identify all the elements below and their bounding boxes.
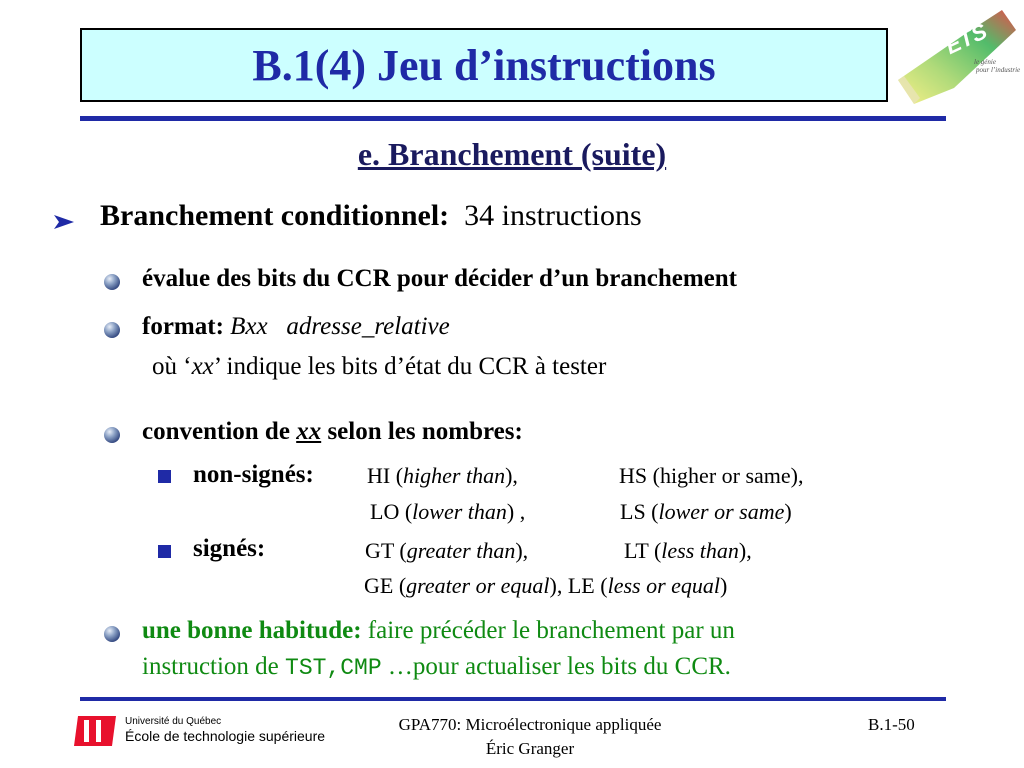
branchement-count: 34 instructions	[464, 199, 642, 232]
format-label: format:	[142, 313, 224, 340]
logo-wordmark: ETS	[941, 18, 991, 60]
signes-label: signés:	[193, 535, 266, 562]
ge-pre: GE (	[364, 573, 407, 598]
ls-post: )	[784, 499, 792, 524]
ge-post: ), LE (	[549, 573, 608, 598]
gt-entry	[365, 538, 528, 564]
header-divider	[80, 116, 946, 121]
title-box	[80, 28, 888, 102]
ou-post: ’ indique les bits d’état du CCR à tester	[213, 353, 607, 380]
ge-le-entry	[364, 573, 727, 599]
le-post: )	[720, 573, 728, 598]
arrow-bullet-icon	[52, 212, 76, 232]
bullet-convention	[142, 418, 523, 446]
bullet-branchement	[100, 199, 642, 233]
habitude-line-2	[142, 653, 731, 681]
lt-post: ),	[738, 538, 752, 563]
nonsignes-label: non-signés:	[193, 461, 314, 488]
format-syntax: Bxx adresse_relative	[230, 313, 450, 340]
uq-logo	[72, 714, 118, 748]
convention-xx: xx	[296, 418, 322, 445]
convention-post: selon les nombres:	[321, 418, 523, 445]
square-bullet-icon	[158, 545, 171, 558]
footer-divider	[80, 697, 946, 701]
lt-pre: LT (	[624, 538, 662, 563]
bullet-evalue: évalue des bits du CCR pour décider d’un branchement	[142, 265, 737, 292]
format-explanation	[152, 353, 606, 381]
habitude2-code: TST,CMP	[285, 655, 382, 681]
habitude2-pre: instruction de	[142, 653, 286, 680]
footer-page-number: B.1-50	[868, 715, 915, 734]
footer-author: Éric Granger	[485, 739, 575, 758]
logo-tagline-1: le génie	[974, 58, 996, 66]
footer-school: École de technologie supérieure	[125, 728, 326, 744]
ou-pre: où ‘	[152, 353, 192, 380]
circle-bullet-icon	[104, 427, 120, 443]
ge-it: greater or equal	[406, 573, 550, 598]
circle-bullet-icon	[104, 322, 120, 338]
lt-entry	[624, 538, 752, 564]
page-title: B.1(4) Jeu d’instructions	[252, 40, 716, 90]
lo-pre: LO (	[370, 499, 413, 524]
lo-it: lower than	[412, 499, 507, 524]
lo-post: ) ,	[506, 499, 526, 524]
habitude-label: une bonne habitude:	[142, 617, 362, 644]
logo-tagline-2: pour l’industrie	[976, 66, 1020, 74]
section-subtitle: e. Branchement (suite)	[357, 136, 667, 172]
lt-it: less than	[661, 538, 739, 563]
ls-pre: LS (	[620, 499, 659, 524]
branchement-label: Branchement conditionnel:	[100, 199, 450, 232]
footer-university: Université du Québec	[125, 716, 222, 727]
circle-bullet-icon	[104, 626, 120, 642]
bullet-format	[142, 313, 450, 341]
convention-pre: convention de	[142, 418, 297, 445]
habitude-text: faire précéder le branchement par un	[361, 617, 735, 644]
ou-xx: xx	[191, 353, 214, 380]
le-it: less or equal	[607, 573, 721, 598]
hi-entry	[367, 463, 518, 489]
lo-entry	[370, 499, 525, 525]
hi-post: ),	[505, 463, 518, 488]
hi-pre: HI (	[367, 463, 404, 488]
square-bullet-icon	[158, 470, 171, 483]
hi-it: higher than	[403, 463, 506, 488]
ls-entry	[620, 499, 792, 525]
gt-pre: GT (	[365, 538, 407, 563]
footer-course: GPA770: Microélectronique appliquée	[398, 715, 662, 734]
bullet-habitude	[142, 617, 735, 645]
ls-it: lower or same	[658, 499, 785, 524]
habitude2-post: …pour actualiser les bits du CCR.	[381, 653, 731, 680]
gt-post: ),	[515, 538, 529, 563]
hs-entry: HS (higher or same),	[619, 463, 804, 488]
gt-it: greater than	[406, 538, 516, 563]
ets-logo	[890, 2, 1020, 112]
circle-bullet-icon	[104, 274, 120, 290]
